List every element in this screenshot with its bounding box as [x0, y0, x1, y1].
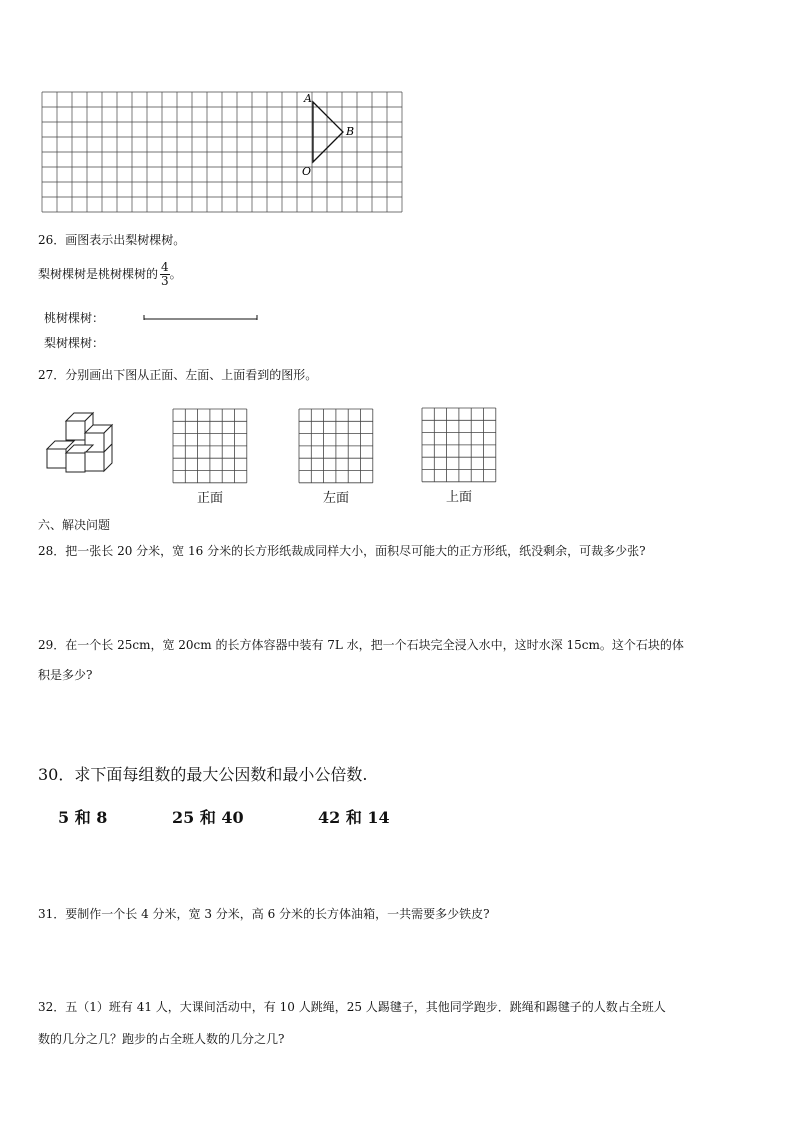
triangle-aob: [313, 102, 343, 162]
question-29-line-2: 积是多少?: [38, 668, 93, 682]
pear-tree-label: 梨树棵树：: [44, 336, 105, 350]
point-o-label: O: [302, 165, 312, 178]
left-view-grid: [298, 408, 374, 484]
question-26-title: 26．画图表示出梨树棵树。: [38, 233, 186, 247]
peach-tree-segment: [143, 313, 259, 323]
question-28: 28．把一张长 20 分米，宽 16 分米的长方形纸裁成同样大小，面积尽可能大的正方形纸，纸没剩余，可裁多少张?: [38, 544, 646, 558]
point-a-label: A: [304, 92, 312, 105]
question-31: 31．要制作一个长 4 分米，宽 3 分米，高 6 分米的长方体油箱，一共需要多少铁皮?: [38, 907, 490, 921]
question-29-line-1: 29．在一个长 25cm，宽 20cm 的长方体容器中装有 7L 水，把一个石块完全浸入水中，这时水深 15cm。这个石块的体: [38, 638, 684, 652]
question-27-title: 27．分别画出下图从正面、左面、上面看到的图形。: [38, 368, 318, 382]
top-view-label: 上面: [445, 490, 472, 505]
number-pair-2: 25 和 40: [172, 808, 244, 827]
coordinate-grid: [40, 90, 410, 215]
cube-stack-figure: [40, 400, 130, 485]
q26-prefix: 梨树棵树是桃树棵树的: [38, 267, 159, 281]
point-b-label: B: [346, 125, 355, 138]
question-30-title: 30．求下面每组数的最大公因数和最小公倍数.: [38, 765, 368, 784]
number-pair-1: 5 和 8: [58, 808, 108, 827]
fraction-4-3: [160, 261, 170, 288]
fraction-denominator: 3: [161, 274, 169, 288]
left-view-label: 左面: [322, 491, 349, 506]
question-32-line-2: 数的几分之几？跑步的占全班人数的几分之几?: [38, 1032, 285, 1046]
section-6-heading: 六、解决问题: [38, 518, 111, 532]
top-view-grid: [421, 407, 497, 483]
number-pair-3: 42 和 14: [318, 808, 390, 827]
front-view-grid: [172, 408, 248, 484]
fraction-numerator: 4: [161, 260, 169, 274]
question-32-line-1: 32．五（1）班有 41 人，大课间活动中，有 10 人跳绳，25 人踢毽子，其他同学跑步．跳绳和踢毽子的人数占全班人: [38, 1000, 666, 1014]
question-26-statement: [38, 261, 182, 288]
front-view-label: 正面: [196, 491, 223, 506]
peach-tree-label: 桃树棵树：: [44, 311, 105, 325]
q26-suffix: 。: [169, 267, 182, 281]
